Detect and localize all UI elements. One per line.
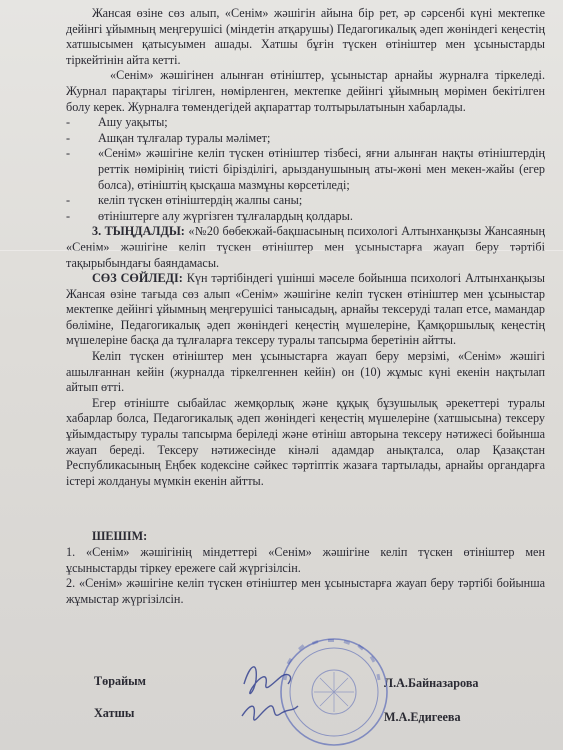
- list-text: Ашу уақыты;: [98, 115, 168, 130]
- chair-role: Төрайым: [94, 674, 146, 688]
- paragraph-1: Жансая өзіне сөз алып, «Сенім» жәшігін айына бір рет, әр сәрсенбі күні мектепке дейінгі ұйымның меңгерушісі (міндетін атқарушы) Педагогикалық әдеп жөніндегі кеңестің хатшысымен қатысуымен ашады. Хатшы бұғін түскен өтініштер мен ұсыныстарды тіркейтінін айта кетті.: [66, 6, 545, 67]
- spoke-text: Күн тәртібіндегі үшінші мәселе бойынша психологі Алтынханқызы Жансая өзіне тағыда сөз алып «Сенім» жәшігіне келіп түскен өтініштер мен ұсыныстар мектепке дейінгі ұйымның меңгерушісі танысадың, арнайы тексеруді талап етсе, мамандар бөліміне, Педагогикалық әдеп жөніндегі кеңестің мүшелеріне, Қамқоршылық кеңестің мүшелеріне басқа да тұлғаларға тексеру туралы тапсырма беретінін айтты.: [66, 271, 545, 348]
- list-item: [66, 209, 545, 225]
- spoke-label: СӨЗ СӨЙЛЕДІ:: [92, 271, 183, 286]
- list-item: [66, 115, 545, 131]
- list-text: Ашқан тұлғалар туралы мәлімет;: [98, 130, 271, 145]
- list-item: [66, 131, 545, 147]
- agenda-item-text: «№20 бөбекжай-бақшасының психологі Алтынханқызы Жансаяның «Сенім» жәшігіне келіп түскен өтініштер мен ұсыныстарға жауап беру тәртібі тақырыбындағы баяндамасы.: [66, 224, 545, 270]
- handwritten-signature: [236, 654, 306, 734]
- decision-item: 1. «Сенім» жәшігінің міндеттері «Сенім» жәшігіне келіп түскен өтініштер мен ұсыныстарды тіркеу ережеге сай жүргізілсін.: [66, 545, 545, 575]
- list-text: «Сенім» жәшігіне келіп түскен өтініштер тізбесі, яғни алынған нақты өтініштердің реттік нөмірінің тиісті бірізділігі, арызданушының аты-жөні мен мекен-жайы (егер болса), өтініштің қысқаша мазмұны көрсетіледі;: [98, 146, 545, 192]
- chair-name: Л.А.Байназарова: [384, 676, 479, 690]
- paragraph-2: «Сенім» жәшігінен алынған өтініштер, ұсыныстар арнайы журналға тіркеледі. Журнал парақтары тігілген, нөмірленген, мектепке дейінгі ұйымның мөрімен бекітілген болу керек. Журналға төмендегідей ақпараттар толтырылатынын хабарлады.: [66, 68, 545, 114]
- decision-title: ШЕШІМ:: [92, 529, 148, 544]
- decision-item: 2. «Сенім» жәшігіне келіп түскен өтініштер мен ұсыныстарға жауап беру тәртібі бойынша жұмыстар жүргізілсін.: [66, 576, 545, 606]
- list-text: өтініштерге алу жүргізген тұлғалардың қолдары.: [98, 208, 353, 223]
- agenda-item-3: [66, 224, 545, 271]
- list-marker: -: [66, 130, 71, 145]
- list-marker: -: [66, 115, 71, 130]
- list-text: келіп түскен өтініштердің жалпы саны;: [98, 193, 303, 208]
- paragraph-5: Келіп түскен өтініштер мен ұсыныстарға жауап беру мерзімі, «Сенім» жәшігі ашылғаннан кейін (журналда тіркелгеннен кейін) он (10) жұмыс күні екенін нақтылап айтып өтті.: [66, 349, 545, 395]
- paragraph-6: Егер өтініште сыбайлас жемқорлық және құқық бұзушылық әрекеттері туралы хабарлар болса, Педагогикалық әдеп жөніндегі кеңестің мүшелеріне (хатшысына) тексеру ұйымдастыру туралы тапсырма беріледі және өтініш авторына тексеру нәтижесі бойынша жауап береді. Тексеру нәтижесінде кінәлі адамдар анықталса, олар Қазақстан Республикасының Еңбек кодексіне сәйкес тәртіптік жазаға тартылады, арнайы органдарға істері жолдануы мүмкін екенін айтты.: [66, 395, 545, 488]
- list-item: [66, 193, 545, 209]
- secretary-role: Хатшы: [94, 706, 135, 720]
- list-item: [66, 146, 545, 193]
- paper-fold: [0, 250, 563, 251]
- list-marker: -: [66, 193, 71, 208]
- journal-fields-list: [66, 115, 545, 224]
- agenda-item-label: 3. ТЫҢДАЛДЫ:: [92, 224, 185, 239]
- list-marker: -: [66, 146, 71, 161]
- spoke-paragraph: [66, 271, 545, 349]
- secretary-name: М.А.Едигеева: [384, 710, 461, 724]
- spacer: [66, 489, 545, 529]
- list-marker: -: [66, 208, 71, 223]
